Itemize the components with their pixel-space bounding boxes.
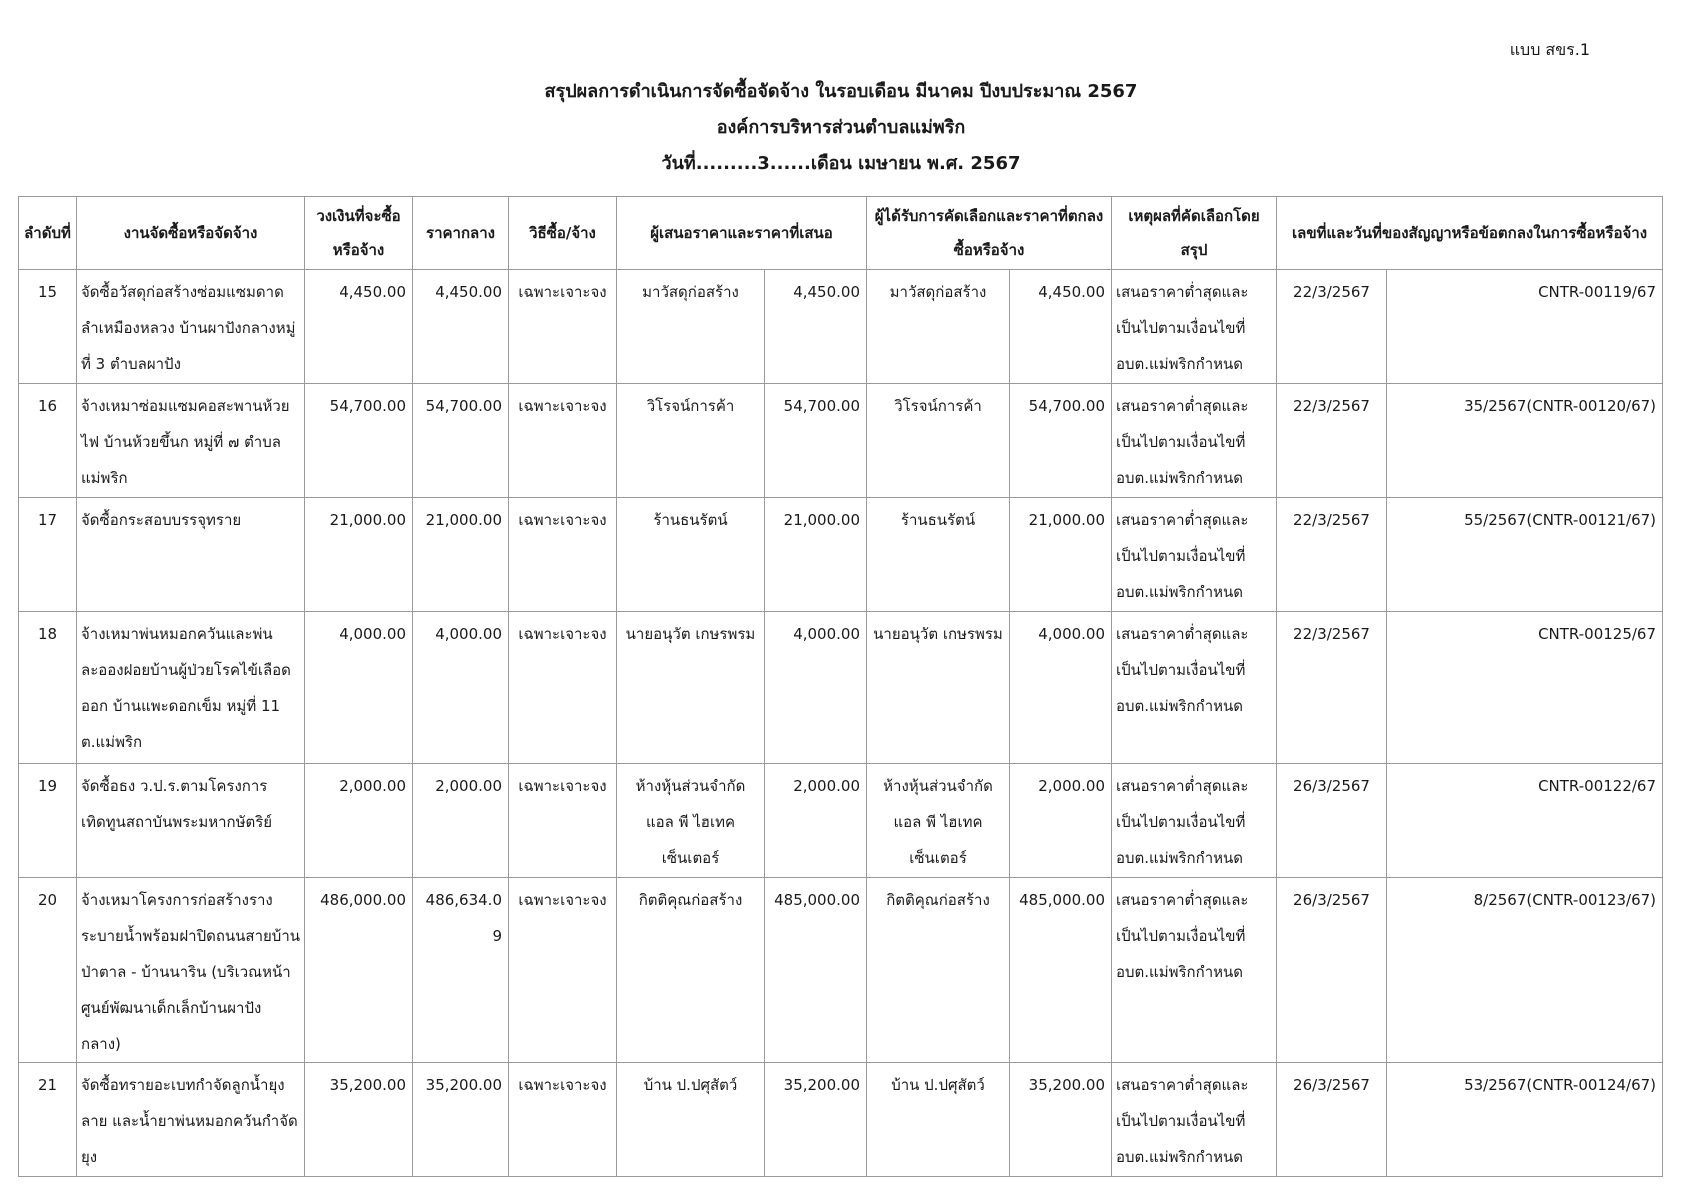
table-body [19, 270, 1663, 1177]
row-budget: 4,450.00 [305, 270, 413, 384]
row-contract: 35/2567(CNTR-00120/67) [1387, 384, 1663, 498]
row-work: จ้างเหมาพ่นหมอกควันและพ่นละอองฝอยบ้านผู้ป่วยโรคไข้เลือดออก บ้านแพะดอกเข็ม หมู่ที่ 11 ต.แม่พริก [77, 612, 305, 764]
row-bidder: บ้าน ป.ปศุสัตว์ [617, 1063, 765, 1177]
row-date: 26/3/2567 [1277, 1063, 1387, 1177]
row-contract: 53/2567(CNTR-00124/67) [1387, 1063, 1663, 1177]
table-row [19, 764, 1663, 878]
row-win-price: 485,000.00 [1010, 878, 1112, 1063]
row-contract: 8/2567(CNTR-00123/67) [1387, 878, 1663, 1063]
row-bidder: ห้างหุ้นส่วนจำกัด แอล พี ไฮเทค เซ็นเตอร์ [617, 764, 765, 878]
row-seq: 21 [19, 1063, 77, 1177]
table-header-row [19, 197, 1663, 270]
form-code: แบบ สขร.1 [1509, 40, 1590, 59]
row-budget: 54,700.00 [305, 384, 413, 498]
row-date: 26/3/2567 [1277, 764, 1387, 878]
row-seq: 19 [19, 764, 77, 878]
document-titles [0, 74, 1682, 182]
row-bid-price: 485,000.00 [765, 878, 867, 1063]
row-winner: กิตติคุณก่อสร้าง [867, 878, 1010, 1063]
row-budget: 486,000.00 [305, 878, 413, 1063]
row-winner: ร้านธนรัตน์ [867, 498, 1010, 612]
row-reason: เสนอราคาต่ำสุดและเป็นไปตามเงื่อนไขที่ อบต.แม่พริกกำหนด [1112, 878, 1277, 1063]
row-contract: CNTR-00119/67 [1387, 270, 1663, 384]
row-seq: 16 [19, 384, 77, 498]
header-contract: เลขที่และวันที่ของสัญญาหรือข้อตกลงในการซื้อหรือจ้าง [1277, 197, 1663, 270]
document-title: สรุปผลการดำเนินการจัดซื้อจัดจ้าง ในรอบเดือน มีนาคม ปีงบประมาณ 2567 [544, 81, 1138, 102]
row-bidder: มาวัสดุก่อสร้าง [617, 270, 765, 384]
row-work: จ้างเหมาโครงการก่อสร้างรางระบายน้ำพร้อมฝาปิดถนนสายบ้านป่าตาล - บ้านนาริน (บริเวณหน้าศูนย์พัฒนาเด็กเล็กบ้านผาปังกลาง) [77, 878, 305, 1063]
procurement-table [18, 196, 1663, 1177]
row-method: เฉพาะเจาะจง [509, 498, 617, 612]
row-bidder: ร้านธนรัตน์ [617, 498, 765, 612]
row-budget: 21,000.00 [305, 498, 413, 612]
row-method: เฉพาะเจาะจง [509, 384, 617, 498]
row-seq: 20 [19, 878, 77, 1063]
row-seq: 15 [19, 270, 77, 384]
table-row [19, 612, 1663, 764]
row-win-price: 4,000.00 [1010, 612, 1112, 764]
row-date: 22/3/2567 [1277, 384, 1387, 498]
header-work: งานจัดซื้อหรือจัดจ้าง [77, 197, 305, 270]
row-winner: วิโรจน์การค้า [867, 384, 1010, 498]
row-win-price: 4,450.00 [1010, 270, 1112, 384]
row-date: 22/3/2567 [1277, 270, 1387, 384]
row-winner: บ้าน ป.ปศุสัตว์ [867, 1063, 1010, 1177]
table-row [19, 498, 1663, 612]
row-bidder: นายอนุวัต เกษรพรม [617, 612, 765, 764]
row-median: 21,000.00 [413, 498, 509, 612]
row-bid-price: 4,450.00 [765, 270, 867, 384]
organization-name: องค์การบริหารส่วนตำบลแม่พริก [716, 117, 966, 138]
row-median: 54,700.00 [413, 384, 509, 498]
row-reason: เสนอราคาต่ำสุดและเป็นไปตามเงื่อนไขที่ อบต.แม่พริกกำหนด [1112, 612, 1277, 764]
row-work: จัดซื้อวัสดุก่อสร้างซ่อมแซมดาดลำเหมืองหลวง บ้านผาปังกลางหมู่ที่ 3 ตำบลผาปัง [77, 270, 305, 384]
table-row [19, 384, 1663, 498]
row-method: เฉพาะเจาะจง [509, 878, 617, 1063]
header-method: วิธีซื้อ/จ้าง [509, 197, 617, 270]
row-method: เฉพาะเจาะจง [509, 1063, 617, 1177]
row-contract: CNTR-00125/67 [1387, 612, 1663, 764]
row-budget: 35,200.00 [305, 1063, 413, 1177]
row-date: 22/3/2567 [1277, 612, 1387, 764]
row-reason: เสนอราคาต่ำสุดและเป็นไปตามเงื่อนไขที่ อบต.แม่พริกกำหนด [1112, 384, 1277, 498]
row-date: 26/3/2567 [1277, 878, 1387, 1063]
row-work: จ้างเหมาซ่อมแซมคอสะพานห้วยไฟ บ้านห้วยขึ้นก หมู่ที่ ๗ ตำบลแม่พริก [77, 384, 305, 498]
row-work: จัดซื้อทรายอะเบทกำจัดลูกน้ำยุงลาย และน้ำยาพ่นหมอกควันกำจัดยุง [77, 1063, 305, 1177]
row-winner: มาวัสดุก่อสร้าง [867, 270, 1010, 384]
row-winner: ห้างหุ้นส่วนจำกัด แอล พี ไฮเทค เซ็นเตอร์ [867, 764, 1010, 878]
header-budget: วงเงินที่จะซื้อหรือจ้าง [305, 197, 413, 270]
row-bid-price: 4,000.00 [765, 612, 867, 764]
row-date: 22/3/2567 [1277, 498, 1387, 612]
row-reason: เสนอราคาต่ำสุดและเป็นไปตามเงื่อนไขที่ อบต.แม่พริกกำหนด [1112, 1063, 1277, 1177]
row-median: 2,000.00 [413, 764, 509, 878]
row-work: จัดซื้อกระสอบบรรจุทราย [77, 498, 305, 612]
row-budget: 2,000.00 [305, 764, 413, 878]
row-contract: CNTR-00122/67 [1387, 764, 1663, 878]
row-win-price: 21,000.00 [1010, 498, 1112, 612]
row-median: 486,634.09 [413, 878, 509, 1063]
table-row [19, 1063, 1663, 1177]
table-row [19, 878, 1663, 1063]
header-median: ราคากลาง [413, 197, 509, 270]
row-contract: 55/2567(CNTR-00121/67) [1387, 498, 1663, 612]
header-seq: ลำดับที่ [19, 197, 77, 270]
row-bid-price: 2,000.00 [765, 764, 867, 878]
row-bid-price: 54,700.00 [765, 384, 867, 498]
row-winner: นายอนุวัต เกษรพรม [867, 612, 1010, 764]
row-win-price: 54,700.00 [1010, 384, 1112, 498]
header-winner: ผู้ได้รับการคัดเลือกและราคาที่ตกลงซื้อหรือจ้าง [867, 197, 1112, 270]
row-median: 35,200.00 [413, 1063, 509, 1177]
row-reason: เสนอราคาต่ำสุดและเป็นไปตามเงื่อนไขที่ อบต.แม่พริกกำหนด [1112, 498, 1277, 612]
row-bidder: วิโรจน์การค้า [617, 384, 765, 498]
row-method: เฉพาะเจาะจง [509, 612, 617, 764]
row-win-price: 2,000.00 [1010, 764, 1112, 878]
row-reason: เสนอราคาต่ำสุดและเป็นไปตามเงื่อนไขที่ อบต.แม่พริกกำหนด [1112, 764, 1277, 878]
header-reason: เหตุผลที่คัดเลือกโดยสรุป [1112, 197, 1277, 270]
row-budget: 4,000.00 [305, 612, 413, 764]
row-method: เฉพาะเจาะจง [509, 764, 617, 878]
document-date: วันที่.........3......เดือน เมษายน พ.ศ. 2567 [661, 153, 1021, 174]
row-median: 4,450.00 [413, 270, 509, 384]
row-work: จัดซื้อธง ว.ป.ร.ตามโครงการเทิดทูนสถาบันพระมหากษัตริย์ [77, 764, 305, 878]
row-method: เฉพาะเจาะจง [509, 270, 617, 384]
table-row [19, 270, 1663, 384]
row-seq: 18 [19, 612, 77, 764]
row-win-price: 35,200.00 [1010, 1063, 1112, 1177]
row-median: 4,000.00 [413, 612, 509, 764]
row-bidder: กิตติคุณก่อสร้าง [617, 878, 765, 1063]
header-bidders: ผู้เสนอราคาและราคาที่เสนอ [617, 197, 867, 270]
row-bid-price: 35,200.00 [765, 1063, 867, 1177]
row-seq: 17 [19, 498, 77, 612]
row-bid-price: 21,000.00 [765, 498, 867, 612]
row-reason: เสนอราคาต่ำสุดและเป็นไปตามเงื่อนไขที่ อบต.แม่พริกกำหนด [1112, 270, 1277, 384]
